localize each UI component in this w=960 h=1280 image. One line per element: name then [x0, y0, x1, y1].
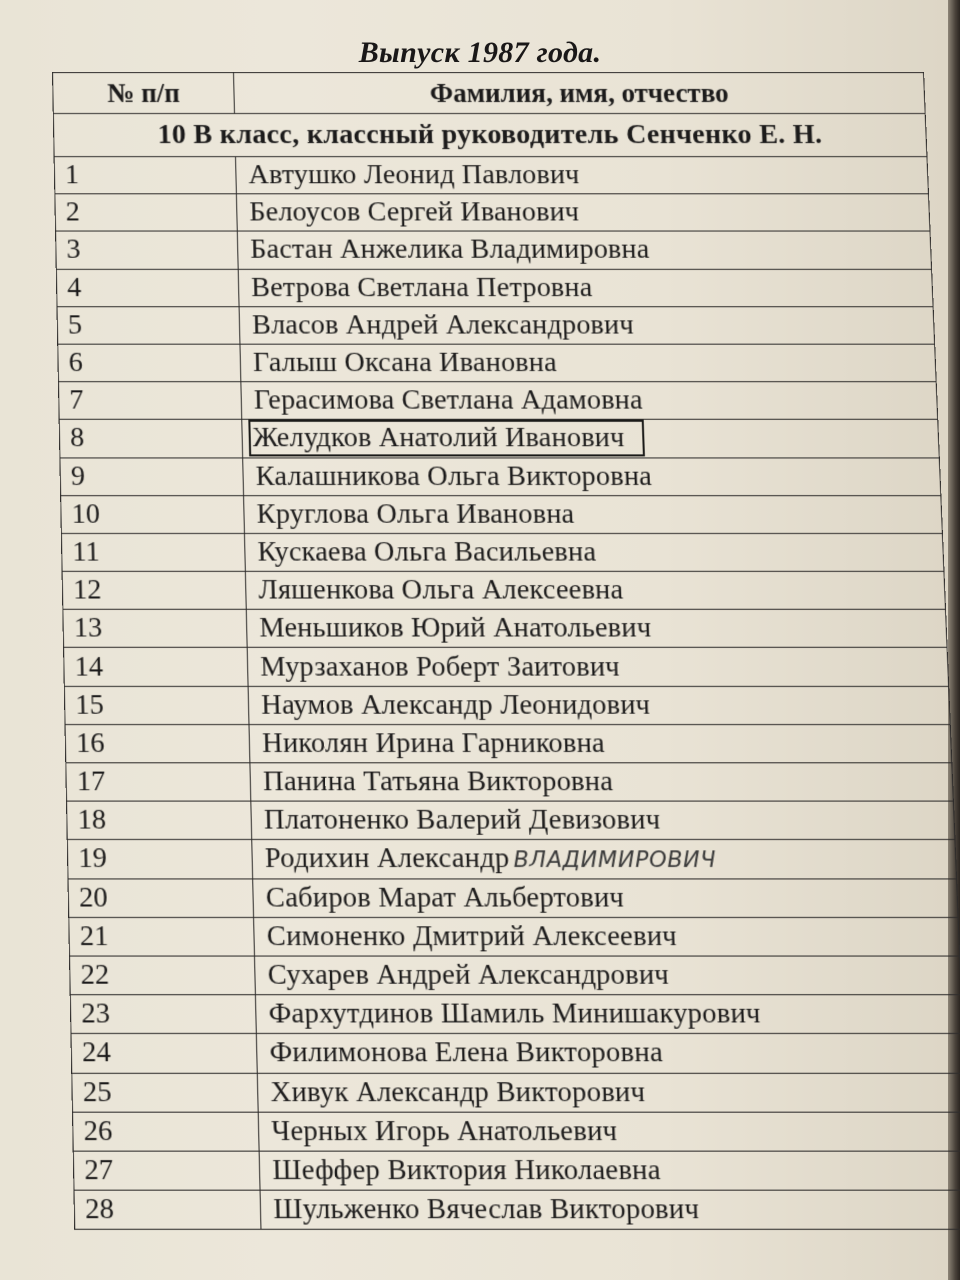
student-name: Николян Ирина Гарниковна [261, 727, 606, 760]
row-number: 13 [63, 610, 247, 648]
row-number: 20 [68, 878, 254, 917]
student-name-cell [247, 648, 948, 686]
row-number: 10 [61, 495, 245, 533]
class-caption: 10 В класс, классный руководитель Сенченко Е. Н. [53, 114, 927, 157]
student-name: Автушко Леонид Павлович [248, 159, 580, 191]
table-row [58, 344, 936, 382]
student-name: Кускаева Ольга Васильевна [257, 535, 597, 568]
table-row [59, 420, 939, 458]
table-row [73, 1151, 960, 1190]
student-name: Хивук Александр Викторович [270, 1075, 646, 1109]
student-name: Сабиров Марат Альбертович [265, 881, 625, 914]
student-name-cell [243, 457, 941, 495]
student-name: Наумов Александр Леонидович [260, 688, 651, 721]
table-row [61, 533, 944, 571]
row-number: 15 [64, 686, 249, 724]
table-row [67, 801, 955, 840]
table-row [64, 686, 950, 724]
student-name-cell [245, 571, 945, 609]
student-name: Мурзаханов Роберт Заитович [259, 650, 621, 683]
student-name-cell [250, 763, 953, 801]
row-number: 2 [55, 194, 237, 231]
student-name: Круглова Ольга Ивановна [256, 498, 575, 530]
row-number: 22 [69, 956, 255, 995]
table-row [60, 457, 941, 495]
row-number: 4 [56, 269, 239, 307]
student-name-cell [252, 840, 957, 879]
row-number: 12 [62, 571, 246, 609]
student-name-cell [236, 194, 930, 231]
table-row [58, 382, 937, 420]
student-name: Меньшиков Юрий Анатольевич [258, 612, 652, 645]
student-name-cell [246, 610, 947, 648]
student-name-cell [241, 382, 938, 420]
table-row [56, 269, 933, 307]
row-number: 7 [58, 382, 241, 420]
row-number: 25 [72, 1073, 258, 1112]
student-name-cell [258, 1112, 960, 1151]
row-number: 8 [59, 420, 242, 458]
header-name-column: Фамилия, имя, отчество [234, 72, 926, 113]
class-caption-row [53, 114, 927, 157]
row-number: 24 [71, 1034, 257, 1073]
row-number: 27 [73, 1151, 260, 1190]
student-name-cell [251, 801, 955, 840]
row-number: 17 [66, 763, 251, 801]
student-name: Ляшенкова Ольга Алексеевна [258, 574, 624, 606]
row-number: 18 [67, 801, 252, 840]
student-name-cell [236, 157, 929, 194]
student-name-cell [259, 1151, 960, 1190]
row-number: 14 [64, 648, 249, 686]
student-name-cell [239, 306, 935, 344]
student-name-cell [244, 533, 943, 571]
table-row [66, 763, 954, 801]
table-row [56, 231, 932, 268]
student-name-highlighted: Желудков Анатолий Иванович [248, 420, 645, 457]
student-name: Ветрова Светлана Петровна [250, 271, 593, 303]
table-row [63, 610, 947, 648]
document-title: Выпуск 1987 года. [358, 36, 602, 69]
student-name: Платоненко Валерий Девизович [263, 803, 661, 837]
student-name-cell [255, 995, 960, 1034]
table-row [70, 995, 960, 1034]
student-name-cell [253, 878, 958, 917]
table-row [57, 306, 935, 344]
student-name: Белоусов Сергей Иванович [248, 196, 580, 228]
student-name-cell [249, 724, 952, 762]
handwritten-patronymic: ВЛАДИМИРОВИЧ [512, 847, 717, 874]
student-name-cell [242, 420, 940, 458]
student-name-cell [257, 1073, 960, 1112]
table-header-row [53, 72, 926, 113]
student-name-cell [240, 344, 936, 382]
header-number-column: № п/п [53, 72, 235, 113]
row-number: 23 [70, 995, 256, 1034]
student-name: Филимонова Елена Викторовна [269, 1036, 664, 1070]
row-number: 3 [56, 231, 239, 268]
student-name-cell [256, 1034, 960, 1073]
student-name-cell [260, 1190, 960, 1229]
table-row [64, 648, 949, 686]
table-row [69, 917, 960, 956]
row-number: 9 [60, 457, 244, 495]
table-row [71, 1034, 960, 1073]
table-row [69, 956, 960, 995]
student-name-cell [254, 917, 960, 956]
table-row [55, 194, 930, 231]
table-row [61, 495, 943, 533]
row-number: 21 [69, 917, 255, 956]
row-number: 28 [74, 1190, 261, 1229]
student-name-cell [244, 495, 943, 533]
table-row [54, 157, 928, 194]
student-name: Симоненко Дмитрий Алексеевич [266, 919, 678, 953]
student-name: Сухарев Андрей Александрович [267, 958, 670, 992]
student-name: Черных Игорь Анатольевич [271, 1114, 618, 1148]
student-name: Герасимова Светлана Адамовна [253, 384, 644, 416]
student-name: Родихин Александр [264, 842, 510, 875]
class-roster-table [52, 72, 960, 1230]
table-row [65, 724, 952, 762]
student-name-cell [248, 686, 950, 724]
student-name: Фархутдинов Шамиль Минишакурович [268, 997, 762, 1031]
row-number: 26 [72, 1112, 259, 1151]
student-name: Калашникова Ольга Викторовна [255, 460, 653, 492]
row-number: 16 [65, 724, 250, 762]
row-number: 1 [54, 157, 236, 194]
row-number: 11 [61, 533, 245, 571]
table-row [68, 878, 958, 917]
student-name-cell [238, 269, 933, 307]
row-number: 19 [67, 840, 252, 879]
row-number: 5 [57, 306, 240, 344]
student-name: Бастан Анжелика Владимировна [249, 234, 650, 266]
table-row [62, 571, 945, 609]
student-name-cell [237, 231, 931, 268]
table-row [67, 840, 956, 879]
student-name: Власов Андрей Александрович [251, 309, 635, 341]
student-name: Галыш Оксана Ивановна [252, 346, 558, 379]
student-name: Шульженко Вячеслав Викторович [272, 1192, 700, 1226]
table-row [72, 1112, 960, 1151]
student-name-cell [254, 956, 960, 995]
student-name: Шеффер Виктория Николаевна [272, 1153, 662, 1187]
table-row [72, 1073, 960, 1112]
table-row [74, 1190, 960, 1229]
student-name: Панина Татьяна Викторовна [262, 765, 614, 798]
row-number: 6 [58, 344, 241, 382]
